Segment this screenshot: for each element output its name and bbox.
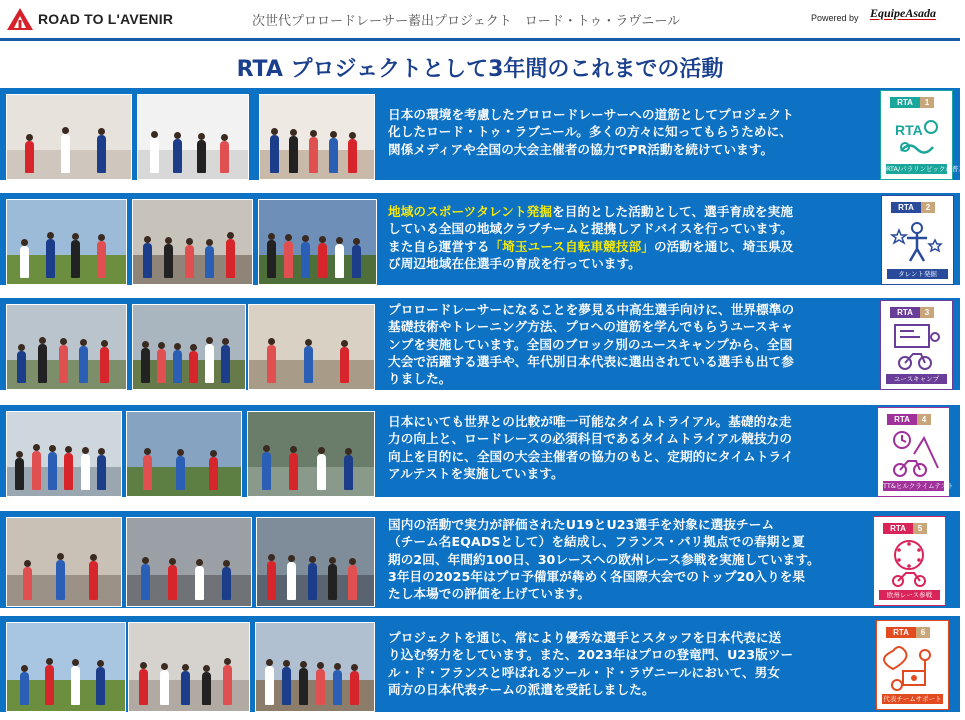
photo-person — [139, 669, 148, 705]
badge-caption: タレント発掘 — [887, 269, 948, 279]
photo-person-head — [206, 239, 213, 246]
photo-person — [150, 138, 159, 173]
photo-person-head — [224, 658, 231, 665]
photo-person — [289, 136, 298, 173]
photo-person-head — [310, 130, 317, 137]
description-text: 関係メディアや全国の大会主催者の協力でPR活動を続けています。 — [388, 141, 774, 157]
photo-person-head — [227, 232, 234, 239]
badge-tag — [890, 307, 934, 318]
photo-person-head — [72, 659, 79, 666]
photo-person-head — [101, 340, 108, 347]
badge-caption: 欧州レース参戦 — [879, 590, 940, 600]
header-divider — [0, 38, 960, 41]
photo-person-head — [158, 342, 165, 349]
photo-person-head — [334, 663, 341, 670]
photo-person-head — [144, 448, 151, 455]
header — [0, 0, 960, 38]
description-line — [388, 646, 870, 663]
highlighted-text: 「埼玉ユース自転車競技部」 — [489, 238, 654, 254]
badge-tag — [883, 523, 927, 534]
photo-person — [17, 351, 26, 383]
description-line — [388, 336, 874, 353]
activity-badge-2 — [881, 195, 954, 285]
highlighted-text: 地域のスポーツタレント発掘 — [388, 204, 553, 219]
photo-person-head — [283, 660, 290, 667]
photo-person — [317, 454, 326, 490]
badge-tag-number: 6 — [916, 627, 930, 638]
description-line — [388, 141, 874, 158]
activity-photo — [248, 304, 375, 390]
badge-caption: ユースキャンプ — [886, 374, 947, 384]
photo-person — [185, 245, 194, 278]
photo-person-head — [309, 556, 316, 563]
photo-person — [267, 345, 276, 383]
activity-badge-6 — [876, 620, 949, 710]
photo-person-head — [39, 337, 46, 344]
activity-badge-5 — [873, 516, 946, 606]
photo-person-head — [182, 664, 189, 671]
photo-person — [262, 452, 271, 490]
photo-person-head — [33, 444, 40, 451]
description-line — [388, 413, 871, 430]
photo-person — [173, 350, 182, 383]
youth-camp-icon — [891, 321, 941, 371]
description-text: 基礎技術やトレーニング方法、プロへの道筋を学んでもらうユースキャ — [388, 319, 794, 335]
description-line — [388, 238, 875, 255]
photo-person — [202, 672, 211, 705]
photo-person — [265, 666, 274, 705]
activity-photo — [258, 199, 377, 285]
photo-person — [267, 561, 276, 600]
photo-person-head — [190, 344, 197, 351]
photo-person — [267, 240, 276, 278]
header-subtitle: 次世代プロロードレーサー蓄出プロジェクト ロード・トゥ・ラヴニール — [252, 14, 681, 29]
photo-person-head — [336, 237, 343, 244]
activity-photo — [137, 94, 249, 180]
logo-text: ROAD TO L'AVENIR — [38, 11, 174, 27]
photo-person-head — [210, 450, 217, 457]
talent-star-icon — [892, 216, 942, 266]
photo-person-head — [142, 557, 149, 564]
photo-person-head — [72, 233, 79, 240]
photo-person — [38, 344, 47, 383]
photo-person — [181, 671, 190, 705]
photo-person-head — [47, 232, 54, 239]
badge-tag — [887, 414, 931, 425]
photo-person — [164, 244, 173, 278]
photo-person — [97, 135, 106, 173]
photo-person — [89, 561, 98, 600]
photo-person-head — [302, 235, 309, 242]
description-text: プロロードレーサーになることを夢見る中高生選手向けに、世界標準の — [388, 302, 795, 317]
photo-person — [141, 564, 150, 600]
photo-person-head — [161, 663, 168, 670]
description-line — [388, 106, 874, 123]
description-line — [388, 629, 870, 646]
description-text: 3年目の2025年はプロ予備軍が犇めく各国際大会でのトップ20入りを果 — [388, 568, 806, 584]
logo[interactable] — [6, 6, 173, 32]
description-text: 両方の日本代表チームの派遣を受託しました。 — [388, 681, 655, 697]
activity-badge-1 — [880, 90, 965, 180]
photo-person — [329, 138, 338, 173]
photo-person-head — [198, 133, 205, 140]
badge-tag-label: RTA — [887, 414, 917, 425]
description-text: び周辺地域在住選手の育成を行っています。 — [388, 255, 641, 271]
photo-person-head — [266, 659, 273, 666]
activity-description — [388, 106, 874, 158]
photo-person-head — [16, 451, 23, 458]
photo-person — [309, 137, 318, 173]
description-line — [388, 255, 875, 272]
badge-tag-label: RTA — [890, 307, 920, 318]
photo-person — [316, 669, 325, 705]
description-text: たし本場での評価を上げています。 — [388, 586, 591, 602]
photo-person — [56, 560, 65, 600]
description-line — [388, 370, 874, 387]
photo-person — [352, 245, 361, 278]
activity-photo — [255, 622, 375, 712]
photo-person-head — [65, 446, 72, 453]
badge-tag-label: RTA — [891, 202, 921, 213]
photo-person-head — [49, 445, 56, 452]
photo-person — [189, 351, 198, 383]
activity-photo — [6, 94, 132, 180]
photo-person-head — [300, 661, 307, 668]
photo-person-head — [221, 134, 228, 141]
photo-person-head — [177, 449, 184, 456]
description-text: 大会で活躍する選手や、年代別日本代表に選出されている選手も出て参 — [388, 353, 794, 369]
activity-description — [388, 629, 870, 698]
photo-person — [226, 239, 235, 278]
activity-photo — [132, 199, 253, 285]
photo-person-head — [169, 558, 176, 565]
photo-person-head — [285, 234, 292, 241]
photo-person — [141, 348, 150, 383]
photo-person-head — [26, 134, 33, 141]
photo-person-head — [349, 132, 356, 139]
brand-logo[interactable]: EquipeAsada — [870, 6, 937, 20]
photo-person-head — [62, 127, 69, 134]
description-line — [388, 318, 874, 335]
activity-description — [388, 301, 874, 387]
activity-photo — [247, 411, 375, 497]
activity-description — [388, 413, 871, 482]
description-line — [388, 123, 874, 140]
description-line — [388, 430, 871, 447]
photo-person-head — [142, 341, 149, 348]
badge-tag-number: 5 — [913, 523, 927, 534]
logo-mark-icon — [6, 6, 34, 32]
photo-person-head — [268, 233, 275, 240]
national-team-icon — [887, 641, 937, 691]
photo-person-head — [98, 128, 105, 135]
photo-person — [335, 244, 344, 278]
description-line — [388, 353, 874, 370]
photo-person-head — [174, 343, 181, 350]
photo-person-head — [290, 446, 297, 453]
description-text: 国内の活動で実力が評価されたU19とU23選手を対象に選抜チーム — [388, 517, 775, 532]
photo-person — [205, 246, 214, 278]
photo-person-head — [140, 662, 147, 669]
badge-tag-label: RTA — [883, 523, 913, 534]
photo-person-head — [186, 238, 193, 245]
description-line — [388, 585, 867, 602]
photo-person-head — [263, 445, 270, 452]
photo-person-head — [203, 665, 210, 672]
photo-person-head — [329, 557, 336, 564]
description-text: 向上を目的に、全国の大会主催者の協力のもと、定期的にタイムトライ — [388, 448, 794, 464]
photo-person — [287, 562, 296, 600]
photo-person — [195, 566, 204, 600]
photo-person — [20, 672, 29, 705]
photo-person — [348, 139, 357, 173]
photo-person — [348, 565, 357, 600]
badge-tag-label: RTA — [886, 627, 916, 638]
photo-person — [168, 565, 177, 600]
photo-person — [96, 667, 105, 705]
description-text: ンプを実施しています。全国のブロック別のユースキャンプから、全国 — [388, 336, 793, 352]
photo-person-head — [21, 665, 28, 672]
photo-person — [209, 457, 218, 490]
badge-tag — [890, 97, 934, 108]
activity-photo — [6, 411, 122, 497]
photo-person — [299, 668, 308, 705]
photo-person — [157, 349, 166, 383]
photo-person — [32, 451, 41, 490]
photo-person-head — [222, 338, 229, 345]
photo-person — [282, 667, 291, 705]
photo-person-head — [349, 558, 356, 565]
photo-person — [71, 666, 80, 705]
badge-tag-number: 2 — [921, 202, 935, 213]
description-text: 力の向上と、ロードレースの必須科目であるタイムトライアル競技力の — [388, 431, 793, 447]
photo-person-head — [174, 132, 181, 139]
activity-photo — [132, 304, 246, 390]
activity-photo — [126, 517, 252, 607]
activity-photo — [6, 517, 122, 607]
photo-person — [20, 246, 29, 278]
description-line — [388, 516, 867, 533]
photo-person-head — [288, 555, 295, 562]
description-text: ル・ド・フランスと呼ばれるツール・ド・ラヴニールにおいて、男女 — [388, 664, 781, 680]
photo-person-head — [165, 237, 172, 244]
photo-person — [64, 453, 73, 490]
photo-person-head — [206, 337, 213, 344]
photo-person-head — [80, 339, 87, 346]
activity-photo — [126, 411, 242, 497]
photo-person — [97, 241, 106, 278]
description-text: プロジェクトを通じ、常により優秀な選手とスタッフを日本代表に送 — [388, 630, 782, 645]
activity-photo — [259, 94, 375, 180]
photo-person-head — [60, 338, 67, 345]
photo-person — [48, 452, 57, 490]
photo-person-head — [18, 344, 25, 351]
photo-person-head — [305, 339, 312, 346]
photo-person-head — [97, 660, 104, 667]
photo-person — [143, 243, 152, 278]
page-title: RTA プロジェクトとして3年間のこれまでの活動 — [236, 57, 724, 82]
badge-caption: RTA/パラリンピックの普及 — [886, 165, 965, 173]
badge-caption: 代表チームサポート — [883, 695, 942, 703]
description-text: り込む努力をしています。また、2023年はプロの登竜門、U23版ツー — [388, 647, 794, 663]
description-line — [388, 220, 875, 237]
photo-person-head — [57, 553, 64, 560]
photo-person-head — [341, 340, 348, 347]
europe-race-icon — [884, 537, 934, 587]
activity-photo — [6, 304, 127, 390]
activity-row-4 — [0, 405, 960, 497]
activity-badge-4 — [877, 407, 954, 497]
photo-person — [81, 454, 90, 490]
photo-person — [205, 344, 214, 383]
photo-person — [221, 345, 230, 383]
photo-person — [197, 140, 206, 173]
photo-person-head — [351, 664, 358, 671]
photo-person-head — [82, 447, 89, 454]
activity-row-3 — [0, 298, 960, 390]
photo-person — [79, 346, 88, 383]
badge-tag — [891, 202, 935, 213]
photo-person — [61, 134, 70, 173]
description-line — [388, 551, 867, 568]
photo-person-head — [98, 234, 105, 241]
activity-badge-3 — [880, 300, 953, 390]
photo-person — [289, 453, 298, 490]
description-text: 日本にいても世界との比較が唯一可能なタイムトライアル。基礎的な走 — [388, 414, 792, 429]
photo-person — [350, 671, 359, 705]
description-line — [388, 664, 870, 681]
activity-row-5 — [0, 511, 960, 608]
description-text: りました。 — [388, 371, 452, 387]
description-line — [388, 465, 871, 482]
description-text: アルテストを実施しています。 — [388, 465, 564, 481]
activity-description — [388, 203, 875, 272]
description-text: （チーム名EQADSとして）を結成し、フランス・パリ拠点での春期と夏 — [388, 534, 805, 550]
photo-person — [318, 243, 327, 278]
activity-photo — [128, 622, 250, 712]
badge-caption: TT&ヒルクライムテスト — [883, 482, 954, 490]
description-text: している全国の地域クラブチームと提携しアドバイスを行っています。 — [388, 221, 793, 237]
description-text: 期の2回、年間約100日、30レースへの欧州レース参戦を実施しています。 — [388, 551, 820, 567]
photo-person — [25, 141, 34, 173]
photo-person-head — [46, 658, 53, 665]
description-text: また自ら運営する — [388, 238, 490, 254]
photo-person-head — [24, 560, 31, 567]
badge-tag-number: 1 — [920, 97, 934, 108]
photo-person-head — [21, 239, 28, 246]
photo-person-head — [90, 554, 97, 561]
badge-tag-label: RTA — [890, 97, 920, 108]
badge-tag — [886, 627, 930, 638]
photo-person-head — [151, 131, 158, 138]
photo-person-head — [271, 128, 278, 135]
photo-person-head — [353, 238, 360, 245]
photo-person-head — [223, 560, 230, 567]
photo-person — [223, 665, 232, 705]
photo-person — [45, 665, 54, 705]
svg-text:RTA: RTA — [895, 122, 923, 138]
photo-person-head — [319, 236, 326, 243]
photo-person-head — [290, 129, 297, 136]
photo-person — [176, 456, 185, 490]
photo-person — [301, 242, 310, 278]
photo-person-head — [330, 131, 337, 138]
activity-photo — [6, 622, 126, 712]
activity-description — [388, 516, 867, 602]
activity-row-2 — [0, 193, 960, 285]
description-line — [388, 301, 874, 318]
description-text: の活動を通じ、埼玉県及 — [653, 238, 794, 254]
activity-row-1 — [0, 88, 965, 180]
photo-person — [173, 139, 182, 173]
photo-person-head — [144, 236, 151, 243]
photo-person — [71, 240, 80, 278]
photo-person — [23, 567, 32, 600]
rta-handshake-icon — [891, 111, 941, 161]
description-line — [388, 448, 871, 465]
photo-person-head — [98, 448, 105, 455]
photo-person — [15, 458, 24, 490]
badge-tag-number: 4 — [917, 414, 931, 425]
photo-person — [59, 345, 68, 383]
photo-person — [284, 241, 293, 278]
badge-tag-number: 3 — [920, 307, 934, 318]
photo-person — [328, 564, 337, 600]
photo-person — [220, 141, 229, 173]
photo-person — [340, 347, 349, 383]
activity-row-6 — [0, 616, 960, 712]
photo-person — [222, 567, 231, 600]
photo-person — [97, 455, 106, 490]
activity-photo — [256, 517, 375, 607]
powered-by-label: Powered by — [811, 13, 859, 23]
description-line — [388, 681, 870, 698]
photo-person — [333, 670, 342, 705]
photo-person-head — [268, 338, 275, 345]
photo-person-head — [268, 554, 275, 561]
description-line — [388, 533, 867, 550]
photo-person — [304, 346, 313, 383]
photo-person — [143, 455, 152, 490]
photo-person — [46, 239, 55, 278]
photo-person — [100, 347, 109, 383]
description-line — [388, 568, 867, 585]
photo-person-head — [345, 448, 352, 455]
photo-person — [270, 135, 279, 173]
photo-person — [308, 563, 317, 600]
photo-person-head — [196, 559, 203, 566]
photo-person-head — [317, 662, 324, 669]
description-text: 日本の環境を考慮したプロロードレーサーへの道筋としてプロジェクト — [388, 107, 794, 122]
photo-person — [344, 455, 353, 490]
time-trial-icon — [888, 428, 938, 478]
photo-person — [160, 670, 169, 705]
activity-photo — [6, 199, 127, 285]
description-text: 化したロード・トゥ・ラブニール。多くの方々に知ってもらうために、 — [388, 124, 792, 140]
description-text: を目的とした活動として、選手育成を実施 — [552, 204, 794, 219]
photo-person-head — [318, 447, 325, 454]
description-line — [388, 203, 875, 220]
